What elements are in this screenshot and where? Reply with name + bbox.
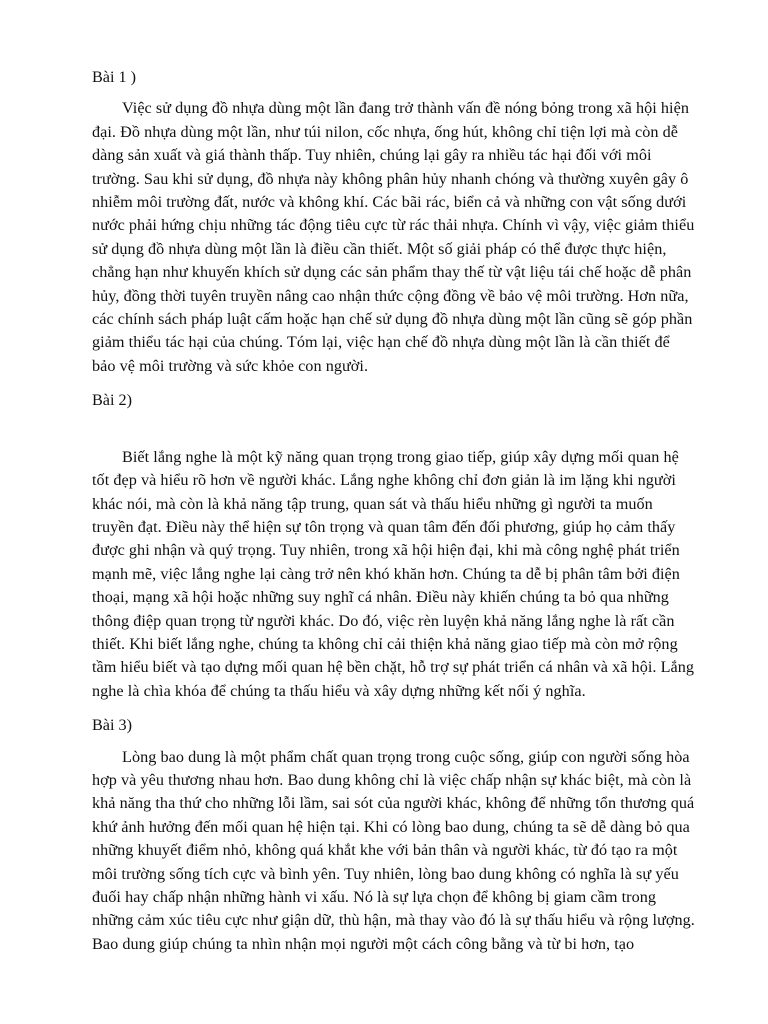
document-page	[92, 66, 697, 956]
section-2-paragraph: Biết lắng nghe là một kỹ năng quan trọng trong giao tiếp, giúp xây dựng mối quan hệ tốt đẹp và hiểu rõ hơn về người khác. Lắng nghe không chỉ đơn giản là im lặng khi người khác nói, mà còn là khả năng tập trung, quan sát và thấu hiểu những gì người ta muốn truyền đạt. Điều này thể hiện sự tôn trọng và quan tâm đến đối phương, giúp họ cảm thấy được ghi nhận và quý trọng. Tuy nhiên, trong xã hội hiện đại, khi mà công nghệ phát triển mạnh mẽ, việc lắng nghe lại càng trở nên khó khăn hơn. Chúng ta dễ bị phân tâm bởi điện thoại, mạng xã hội hoặc những suy nghĩ cá nhân. Điều này khiến chúng ta bỏ qua những thông điệp quan trọng từ người khác. Do đó, việc rèn luyện khả năng lắng nghe là rất cần thiết. Khi biết lắng nghe, chúng ta không chỉ cải thiện khả năng giao tiếp mà còn mở rộng tầm hiểu biết và tạo dựng mối quan hệ bền chặt, hỗ trợ sự phát triển cá nhân và xã hội. Lắng nghe là chìa khóa để chúng ta thấu hiểu và xây dựng những kết nối ý nghĩa.	[92, 447, 695, 700]
section-3-heading: Bài 3)	[92, 716, 133, 735]
spacer	[92, 738, 697, 746]
spacer	[92, 413, 697, 446]
spacer	[92, 378, 697, 389]
spacer	[92, 703, 697, 714]
section-3-paragraph: Lòng bao dung là một phẩm chất quan trọng trong cuộc sống, giúp con người sống hòa hợp và yêu thương nhau hơn. Bao dung không chỉ là việc chấp nhận sự khác biệt, mà còn là khả năng tha thứ cho những lỗi lầm, sai sót của người khác, không để những tổn thương quá khứ ảnh hưởng đến mối quan hệ hiện tại. Khi có lòng bao dung, chúng ta sẽ dễ dàng bỏ qua những khuyết điểm nhỏ, không quá khắt khe với bản thân và người khác, từ đó tạo ra một môi trường sống tích cực và bình yên. Tuy nhiên, lòng bao dung không có nghĩa là sự yếu đuối hay chấp nhận những hành vi xấu. Nó là sự lựa chọn để không bị giam cầm trong những cảm xúc tiêu cực như giận dữ, thù hận, mà thay vào đó là sự thấu hiểu và rộng lượng. Bao dung giúp chúng ta nhìn nhận mọi người một cách công bằng và từ bi hơn, tạo	[92, 747, 695, 953]
section-1-heading: Bài 1 )	[92, 68, 137, 86]
section-1-paragraph: Việc sử dụng đồ nhựa dùng một lần đang trở thành vấn đề nóng bỏng trong xã hội hiện đại. Đồ nhựa dùng một lần, như túi nilon, cốc nhựa, ống hút, không chỉ tiện lợi mà còn dễ dàng sản xuất và giá thành thấp. Tuy nhiên, chúng lại gây ra nhiều tác hại đối với môi trường. Sau khi sử dụng, đồ nhựa này không phân hủy nhanh chóng và thường xuyên gây ô nhiễm môi trường đất, nước và không khí. Các bãi rác, biển cả và những con vật sống dưới nước phải hứng chịu những tác động tiêu cực từ rác thải nhựa. Chính vì vậy, việc giảm thiểu sử dụng đồ nhựa dùng một lần là điều cần thiết. Một số giải pháp có thể được thực hiện, chẳng hạn như khuyến khích sử dụng các sản phẩm thay thế từ vật liệu tái chế hoặc dễ phân hủy, đồng thời tuyên truyền nâng cao nhận thức cộng đồng về bảo vệ môi trường. Hơn nữa, các chính sách pháp luật cấm hoặc hạn chế sử dụng đồ nhựa dùng một lần cũng sẽ góp phần giảm thiểu tác hại của chúng. Tóm lại, việc hạn chế đồ nhựa dùng một lần là cần thiết để bảo vệ môi trường và sức khỏe con người.	[92, 99, 695, 375]
section-2-heading: Bài 2)	[92, 391, 133, 410]
spacer	[92, 89, 697, 97]
